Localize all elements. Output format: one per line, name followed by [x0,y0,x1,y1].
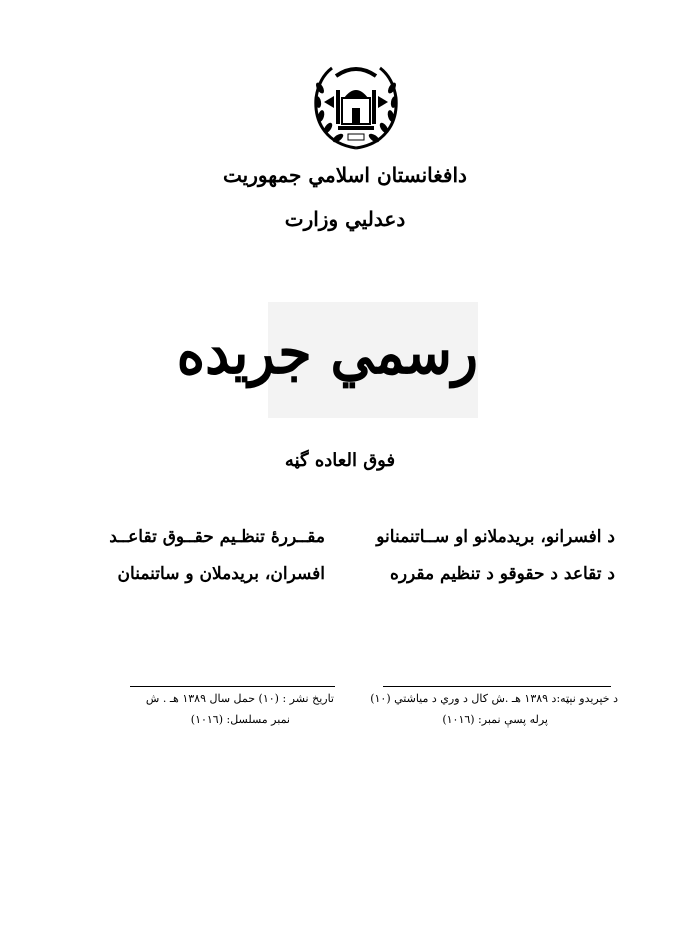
national-emblem-icon [306,58,406,154]
gazette-title-block [176,302,478,418]
edition-label: فوق العاده گڼه [284,450,396,471]
divider-right [383,686,611,687]
pashto-regulation-title-line-2: د تقاعد د حقوقو د تنظيم مقرره [389,564,615,584]
pashto-publication-date: د خپريدو نېټه:د ۱۳۸۹ هـ .ش كال د وري د مياشتي (۱۰) [370,692,618,705]
pashto-regulation-title-line-1: د افسرانو، بريدملانو او ســاتنمنانو [376,527,615,547]
gazette-title: رسمي جريده [176,316,478,388]
divider-left [130,686,335,687]
pashto-serial-number: پرله پسې نمبر: (۱۰۱٦) [442,713,548,726]
dari-publication-date: تاريخ نشر : (۱۰) حمل سال ۱۳۸۹ هـ . ش [145,692,334,705]
dari-regulation-title-line-1: مقــررۀ تنظـيم حقــوق تقاعــد [109,527,325,547]
ministry-title: دعدليي وزارت [284,207,406,231]
dari-regulation-title-line-2: افسران، بريدملان و ساتنمنان [117,564,325,584]
dari-serial-number: نمبر مسلسل: (۱۰۱٦) [190,713,290,726]
country-title: دافغانستان اسلامي جمهوريت [223,163,467,187]
